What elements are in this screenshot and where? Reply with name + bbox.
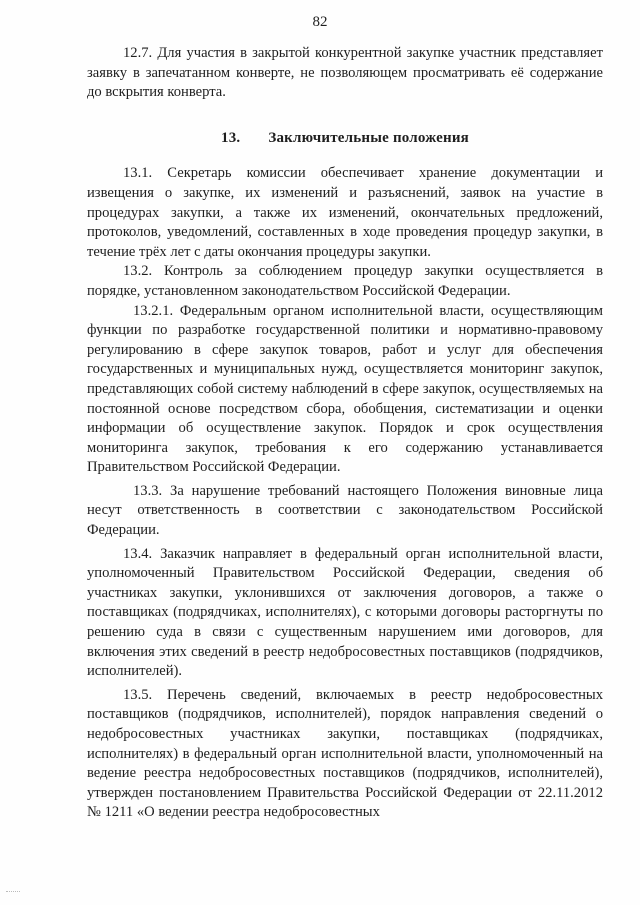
paragraph-12-7: 12.7. Для участия в закрытой конкурентной закупке участник представляет заявку в запечатанном конверте, не позволяющем просматривать её содержание до вскрытия конверта.: [87, 45, 603, 101]
page-number: 82: [312, 14, 328, 30]
paragraph-13-5: 13.5. Перечень сведений, включаемых в реестр недобросовестных поставщиков (подрядчиков, исполнителей), порядок направления сведений о недобросовестных участниках закупки, поставщиках (подрядчиках, исполнителях) в федеральный орган исполнительной власти, уполномоченный на ведение реестра недобросовестных поставщиков (подрядчиков, исполнителей), утвержден постановлением Правительства Российской Федерации от 22.11.2012 № 1211 «О ведении реестра недобросовестных: [87, 686, 603, 821]
section-title: Заключительные положения: [268, 129, 469, 146]
section-heading: [87, 129, 603, 149]
paragraph-13-1: 13.1. Секретарь комиссии обеспечивает хранение документации и извещения о закупке, их изменений и разъяснений, заявок на участие в процедурах закупки, а также их изменений, окончательных предложений, протоколов, уведомлений, составленных в ходе проведения процедур закупки, в течение трёх лет с даты окончания процедуры закупки.: [87, 165, 603, 260]
section-number: 13.: [221, 129, 241, 146]
document-body: [87, 44, 603, 823]
paragraph-13-2-1: 13.2.1. Федеральным органом исполнительной власти, осуществляющим функции по разработке государственной политики и нормативно-правовому регулированию в сфере закупок товаров, работ и услуг для обеспечения государственных и муниципальных нужд, осуществляется мониторинг закупок, представляющих собой систему наблюдений в сфере закупок, осуществляемых на постоянной основе посредством сбора, обобщения, систематизации и оценки информации об осуществление закупок. Порядок и срок осуществления мониторинга закупок, требования к его содержанию устанавливается Правительством Российской Федерации.: [87, 302, 603, 476]
paragraph-13-3: 13.3. За нарушение требований настоящего Положения виновные лица несут ответственность в соответствии с законодательством Российской Федерации.: [87, 482, 603, 539]
paragraph-13-2: 13.2. Контроль за соблюдением процедур закупки осуществляется в порядке, установленном законодательством Российской Федерации.: [87, 263, 603, 299]
scan-artifact: [6, 888, 20, 892]
paragraph-13-4: 13.4. Заказчик направляет в федеральный орган исполнительной власти, уполномоченный Правительством Российской Федерации, сведения об участниках закупки, уклонившихся от заключения договоров, а также о поставщиках (подрядчиках, исполнителях), с которыми договоры расторгнуты по решению суда в связи с существенным нарушением ими договоров, для включения этих сведений в реестр недобросовестных поставщиков (подрядчиков, исполнителей).: [87, 545, 603, 680]
